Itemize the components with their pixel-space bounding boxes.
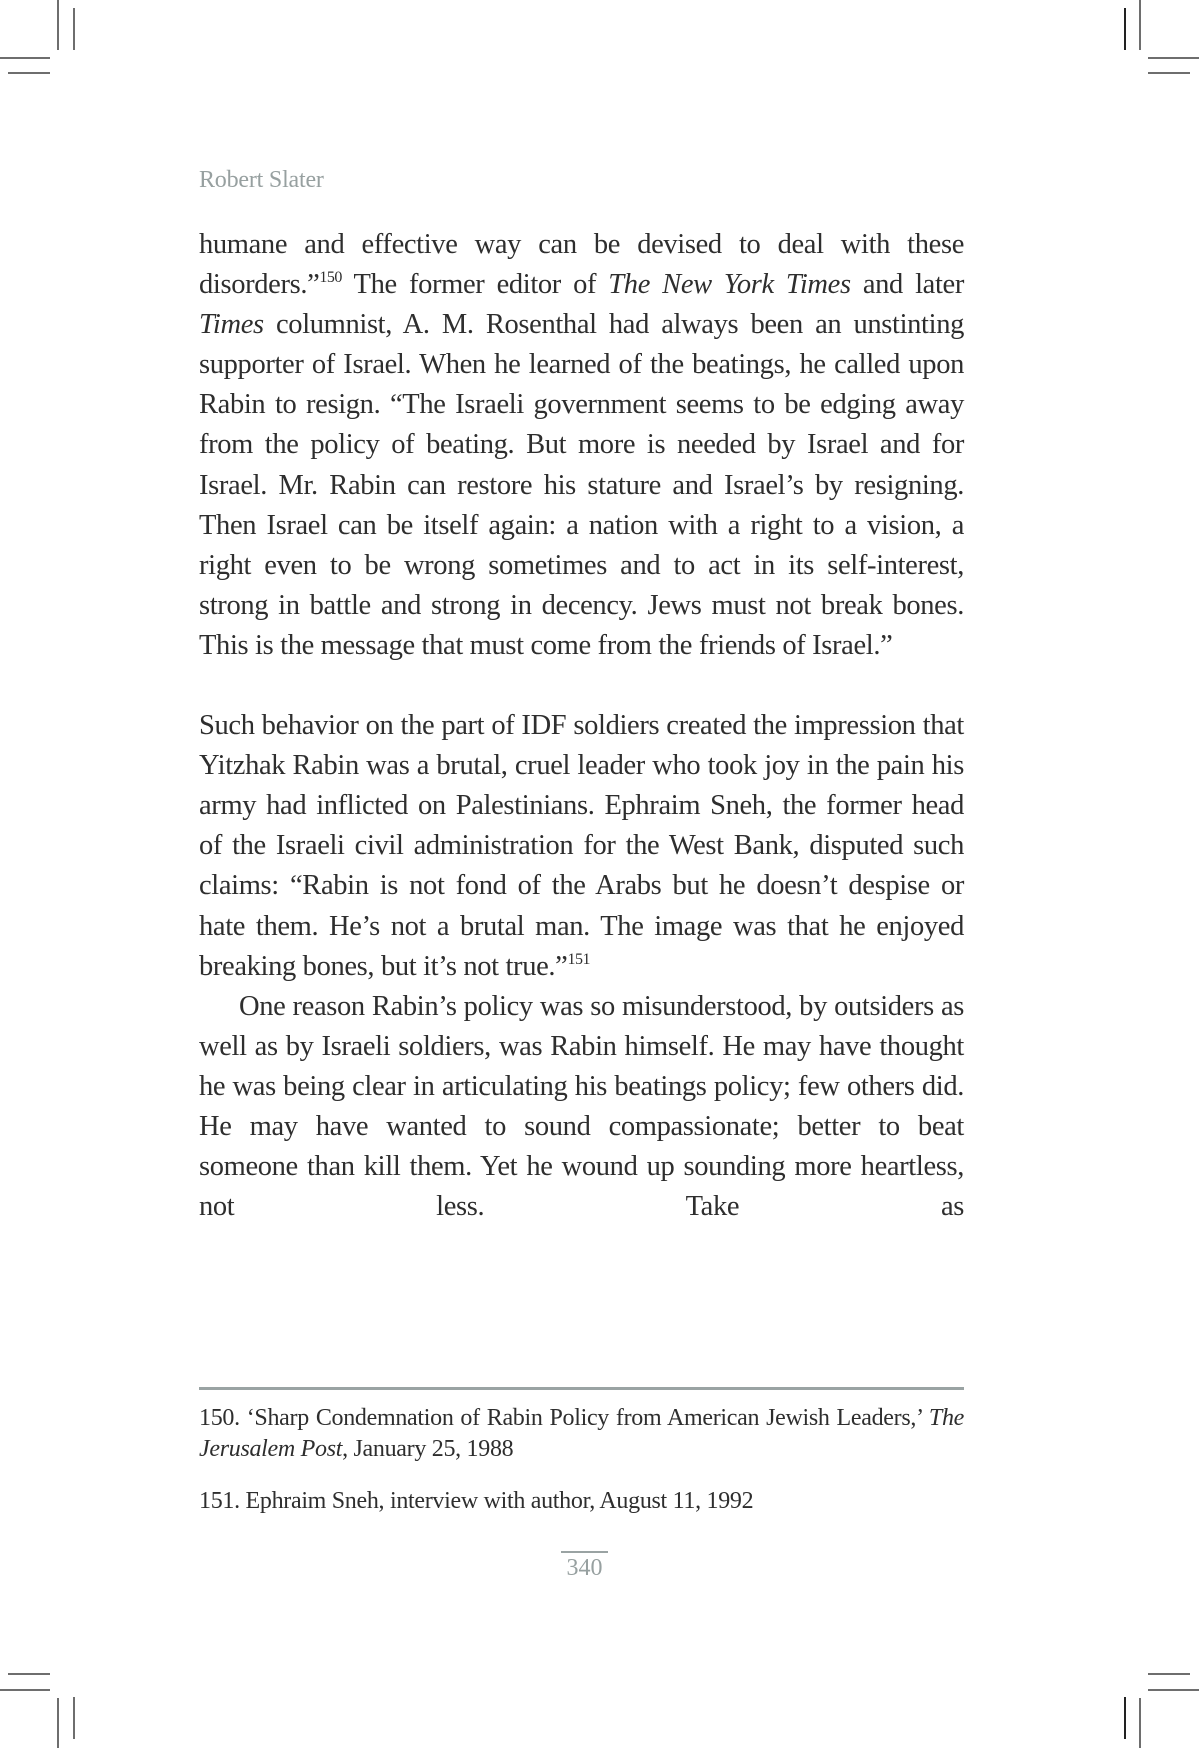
crop-mark — [0, 1689, 50, 1691]
footnotes — [199, 1403, 964, 1517]
text-run: columnist, A. M. Rosenthal had always been an unstinting supporter of Israel. When he learned of the beatings, he called upon Rabin to resign. “The Israeli government seems to be edging away from the policy of beating. But more is needed by Israel and for Israel. Mr. Rabin can restore his stature and Israel’s by resigning. Then Israel can be itself again: a nation with a right to a vision, a right even to be wrong sometimes and to act in its self-interest, strong in battle and strong in decency. Jews must not break bones. This is the message that must come from the friends of Israel.” — [199, 309, 964, 661]
crop-mark — [0, 57, 50, 59]
footnote-text: , January 25, 1988 — [342, 1436, 514, 1462]
folio-rule — [561, 1551, 608, 1553]
crop-mark — [57, 1698, 59, 1748]
publication-title: The Jerusalem Post — [199, 1405, 964, 1462]
text-run: and later — [850, 269, 964, 301]
crop-mark — [8, 1673, 50, 1675]
footnote-number: 151. — [199, 1488, 240, 1514]
publication-title: Times — [199, 309, 264, 341]
crop-mark — [73, 8, 75, 50]
body-text — [199, 225, 964, 1227]
paragraph — [199, 225, 964, 666]
text-run: Such behavior on the part of IDF soldiers created the impression that Yitzhak Rabin was a brutal, cruel leader who took joy in the pain his army had inflicted on Palestinians. Ephraim Sneh, the former head of the Israeli civil administration for the West Bank, disputed such claims: “Rabin is not fond of the Arabs but he doesn’t despise or hate them. He’s not a brutal man. The image was that he enjoyed breaking bones, but it’s not true.” — [199, 710, 964, 982]
footnote-divider — [199, 1387, 964, 1390]
crop-mark — [8, 72, 50, 74]
crop-mark — [1148, 1689, 1199, 1691]
crop-mark — [1148, 57, 1199, 59]
paragraph — [199, 987, 964, 1228]
footnote-ref-151[interactable]: 151 — [567, 950, 590, 968]
running-head-author: Robert Slater — [199, 167, 324, 193]
crop-mark — [73, 1697, 75, 1739]
text-run: The former editor of — [341, 269, 609, 301]
crop-mark — [1148, 72, 1190, 74]
text-run: humane and effective way can be devised to deal with these disorders.” — [199, 229, 964, 301]
crop-mark — [1148, 1673, 1190, 1675]
text-run: One reason Rabin’s policy was so misunderstood, by outsiders as well as by Israeli soldiers, was Rabin himself. He may have thought he was being clear in articulating his beatings policy; few others did. He may have wanted to sound compassionate; better to beat someone than kill them. Yet he wound up sounding more heartless, not less. Take as — [199, 990, 964, 1223]
publication-title: The New York Times — [608, 269, 851, 301]
footnote-text: ‘Sharp Condemnation of Rabin Policy from American Jewish Leaders,’ — [239, 1405, 929, 1431]
page-number: 340 — [566, 1555, 603, 1581]
footnote-number: 150. — [199, 1405, 240, 1431]
footnote-150 — [199, 1403, 964, 1465]
crop-mark — [1139, 0, 1141, 50]
crop-mark — [1124, 8, 1126, 50]
crop-mark — [1139, 1698, 1141, 1748]
paragraph — [199, 706, 964, 987]
footnote-151 — [199, 1486, 964, 1517]
crop-mark — [57, 0, 59, 50]
footnote-ref-150[interactable]: 150 — [319, 269, 342, 287]
crop-mark — [1124, 1697, 1126, 1739]
footnote-text: Ephraim Sneh, interview with author, August 11, 1992 — [239, 1488, 754, 1514]
